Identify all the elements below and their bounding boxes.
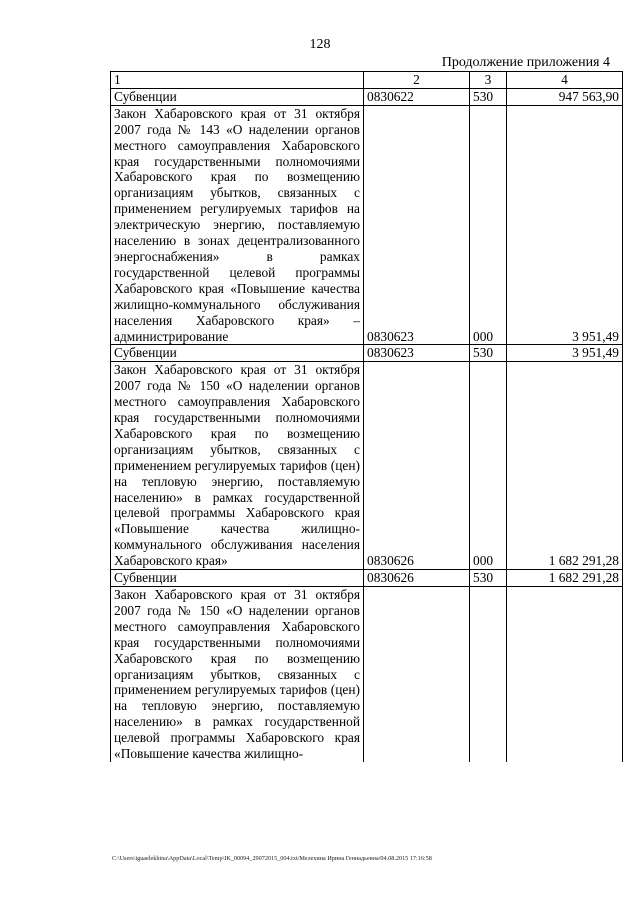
table-row — [111, 570, 623, 587]
table-row — [111, 362, 623, 570]
row-code: 0830623 — [364, 105, 470, 345]
table-row — [111, 345, 623, 362]
row-name: Субвенции — [111, 570, 364, 587]
row-code: 0830626 — [364, 570, 470, 587]
row-name: Закон Хабаровского края от 31 октября 2007 года № 143 «О наделении органов местного самоуправления Хабаровского края государственными полномочиями Хабаровского края по возмещению организациям убытков, связанных с применением регулируемых тарифов на электрическую энергию, поставляемую населению в зонах децентрализованного энергоснабжения» в рамках государственной целевой программы Хабаровского края «Повышение качества жилищно-коммунального обслуживания населения Хабаровского края» – администрирование — [111, 105, 364, 345]
row-code — [364, 587, 470, 762]
row-type: 530 — [470, 570, 507, 587]
continuation-label: Продолжение приложения 4 — [441, 55, 610, 70]
row-name: Закон Хабаровского края от 31 октября 2007 года № 150 «О наделении органов местного самоуправления Хабаровского края государственными полномочиями Хабаровского края по возмещению организациям убытков, связанных с применением регулируемых тарифов (цен) на тепловую энергию, поставляемую населению» в рамках государственной целевой программы Хабаровского края «Повышение качества жилищно-коммунального обслуживания населения Хабаровского края» — [111, 362, 364, 570]
page-number: 128 — [309, 37, 331, 52]
row-amount — [507, 587, 623, 762]
header-col-2: 2 — [364, 72, 470, 89]
header-col-4: 4 — [507, 72, 623, 89]
row-type: 000 — [470, 105, 507, 345]
row-type — [470, 587, 507, 762]
row-amount: 3 951,49 — [507, 345, 623, 362]
row-name: Субвенции — [111, 345, 364, 362]
file-path-footer: C:\Users\iguaelekhina\AppData\Local\Temp\IK_00094_29072015_004.txt/Мелехина Ирина Геннадьевна/04.08.2015 17:16:58 — [112, 855, 432, 862]
row-amount: 3 951,49 — [507, 105, 623, 345]
row-code: 0830626 — [364, 362, 470, 570]
table-header-row — [111, 72, 623, 89]
row-type: 000 — [470, 362, 507, 570]
row-amount: 1 682 291,28 — [507, 570, 623, 587]
row-name: Закон Хабаровского края от 31 октября 2007 года № 150 «О наделении органов местного самоуправления Хабаровского края государственными полномочиями Хабаровского края по возмещению организациям убытков, связанных с применением регулируемых тарифов (цен) на тепловую энергию, поставляемую населению» в рамках государственной целевой программы Хабаровского края «Повышение качества жилищно- — [111, 587, 364, 762]
table-row — [111, 88, 623, 105]
row-code: 0830623 — [364, 345, 470, 362]
row-amount: 947 563,90 — [507, 88, 623, 105]
row-code: 0830622 — [364, 88, 470, 105]
row-type: 530 — [470, 345, 507, 362]
row-name: Субвенции — [111, 88, 364, 105]
row-amount: 1 682 291,28 — [507, 362, 623, 570]
header-col-1: 1 — [111, 72, 364, 89]
budget-table — [110, 71, 623, 762]
table-row — [111, 587, 623, 762]
row-type: 530 — [470, 88, 507, 105]
table-row — [111, 105, 623, 345]
header-col-3: 3 — [470, 72, 507, 89]
